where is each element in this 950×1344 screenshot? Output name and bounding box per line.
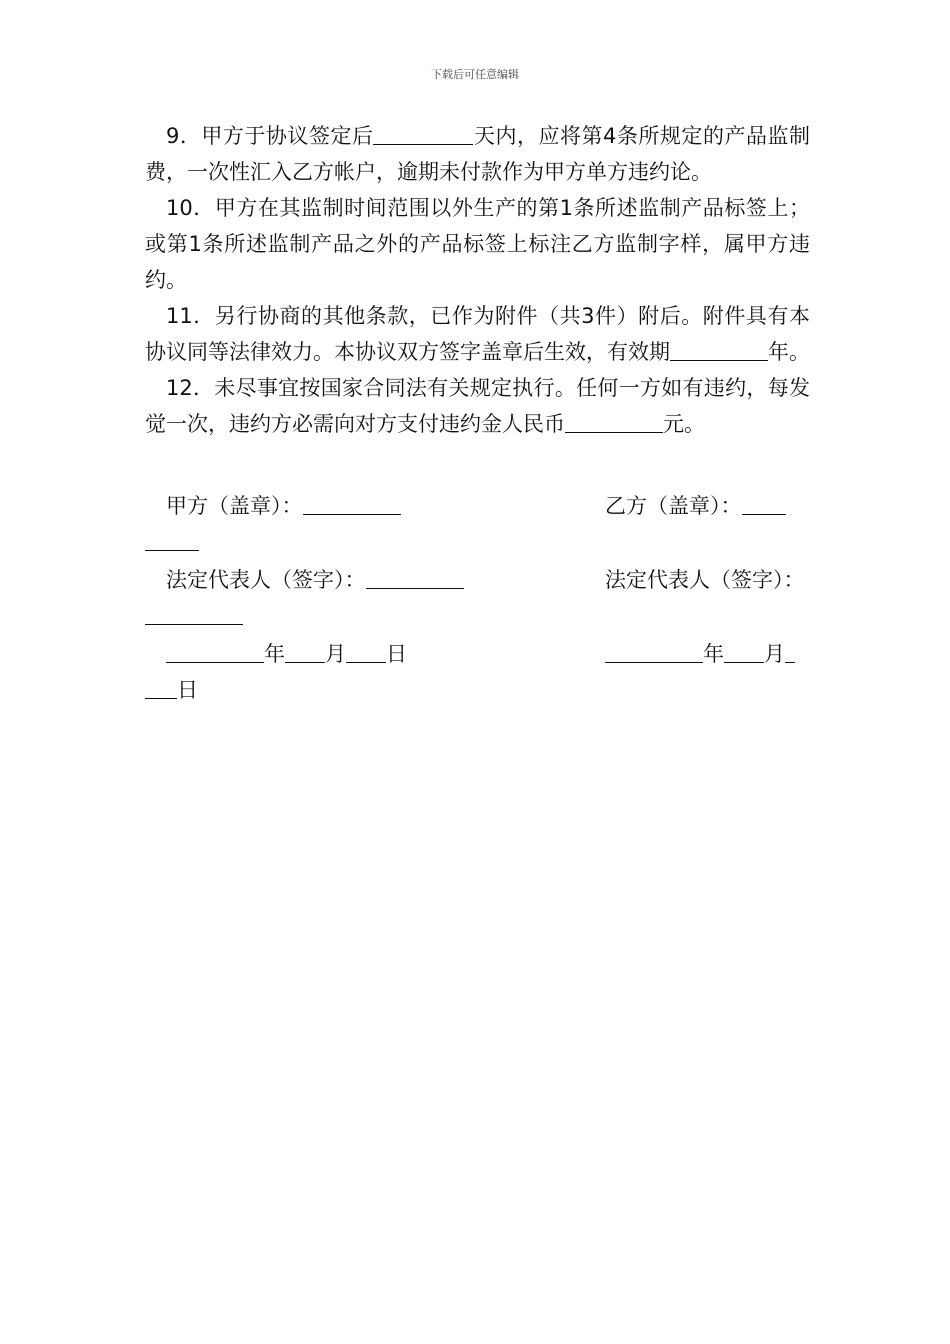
clause-number: 11．	[166, 304, 215, 328]
party-b-representative	[605, 562, 805, 598]
seal-row	[145, 488, 825, 524]
party-b-day-blank[interactable]	[785, 640, 795, 663]
year-label: 年	[703, 642, 724, 666]
validity-blank-part1[interactable]	[670, 338, 726, 361]
party-b-seal-blank[interactable]	[742, 492, 786, 515]
signature-block	[145, 488, 825, 708]
clause-9	[145, 118, 810, 190]
validity-blank-part2[interactable]	[726, 338, 768, 361]
month-label: 月	[764, 642, 785, 666]
rep-b-label: 法定代表人（签字）：	[605, 568, 805, 592]
month-label: 月	[325, 642, 346, 666]
clause-number: 9．	[166, 124, 202, 148]
day-label: 日	[386, 642, 407, 666]
clause-text: 年。	[768, 340, 810, 364]
clause-11	[145, 298, 810, 370]
rep-b-blank[interactable]	[145, 602, 243, 625]
contract-body	[145, 118, 810, 442]
rep-a-label: 法定代表人（签字）：	[166, 568, 366, 592]
date-wrap-line	[145, 672, 825, 708]
date-row	[145, 636, 825, 672]
day-label: 日	[177, 678, 198, 702]
party-a-seal-blank[interactable]	[303, 492, 401, 515]
party-a-month-blank[interactable]	[285, 640, 325, 663]
party-b-year-blank[interactable]	[605, 640, 703, 663]
clause-text: 天内，应将第4条所规定的产品监制费，一次性汇入乙方帐户，逾期未付款作为甲方单方违约论。	[145, 124, 810, 184]
rep-a-blank[interactable]	[366, 566, 464, 589]
seal-wrap-line	[145, 524, 825, 560]
party-b-seal-label: 乙方（盖章）：	[605, 494, 742, 518]
clause-text: 元。	[663, 412, 705, 436]
clause-number: 12．	[166, 376, 215, 400]
representative-wrap-line	[145, 598, 825, 634]
clause-number: 10．	[166, 196, 215, 220]
header-note: 下载后可任意编辑	[431, 68, 519, 81]
penalty-amount-blank[interactable]	[565, 410, 663, 433]
clause-text: 甲方在其监制时间范围以外生产的第1条所述监制产品标签上；或第1条所述监制产品之外的产品标签上标注乙方监制字样，属甲方违约。	[145, 196, 810, 292]
party-a-year-blank[interactable]	[166, 640, 264, 663]
days-blank[interactable]	[373, 122, 473, 145]
party-a-seal	[166, 488, 401, 524]
year-label: 年	[264, 642, 285, 666]
clause-text: 未尽事宜按国家合同法有关规定执行。任何一方如有违约，每发觉一次，违约方必需向对方支付违约金人民币	[145, 376, 810, 436]
party-b-month-blank[interactable]	[724, 640, 764, 663]
clause-text: 另行协商的其他条款，已作为附件（共3件）附后。附件具有本协议同等法律效力。本协议双方签字盖章后生效，有效期	[145, 304, 810, 364]
party-a-date	[166, 636, 407, 672]
party-a-representative	[166, 562, 464, 598]
party-b-day-blank-continued[interactable]	[145, 676, 177, 699]
party-b-seal	[605, 488, 786, 524]
representative-row	[145, 562, 825, 598]
party-a-day-blank[interactable]	[346, 640, 386, 663]
clause-10	[145, 190, 810, 298]
party-b-seal-blank-continued[interactable]	[145, 528, 199, 551]
party-a-seal-label: 甲方（盖章）：	[166, 494, 303, 518]
party-b-date	[605, 636, 795, 672]
clause-text: 甲方于协议签定后	[201, 124, 374, 148]
clause-12	[145, 370, 810, 442]
